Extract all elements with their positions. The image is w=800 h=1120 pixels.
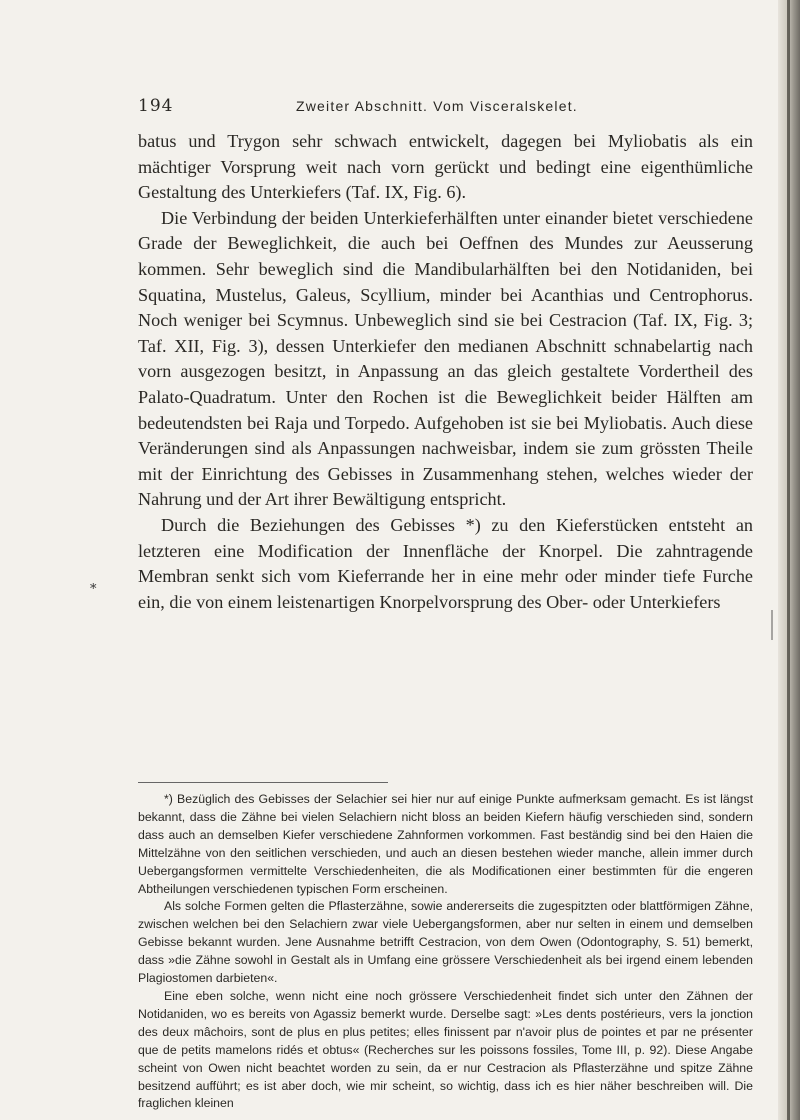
main-text — [138, 129, 753, 615]
page-number: 194 — [138, 96, 174, 116]
binding-shadow — [787, 0, 790, 1120]
margin-mark: * — [90, 582, 97, 597]
running-head: Zweiter Abschnitt. Vom Visceralskelet. — [296, 98, 578, 114]
paragraph: Durch die Beziehungen des Gebisses *) zu den Kieferstücken entsteht an letzteren eine Modification der Innenfläche der Knorpel. Die zahntragende Membran senkt sich vom Kieferrande her in eine mehr oder minder tiefe Furche ein, die von einem leistenartigen Knorpelvorsprung des Ober- oder Unterkiefers — [138, 514, 753, 612]
footnote-paragraph: Eine eben solche, wenn nicht eine noch grössere Verschiedenheit findet sich unter den Zähnen der Notidaniden, wo es bereits von Agassiz bemerkt wurde. Derselbe sagt: »Les dents postérieurs, vers la jonction des deux mâchoirs, sont de plus en plus petites; elles finissent par n'avoir plus de pointes et par ne présenter que de petits mamelons ridés et obtus« (Recherches sur les poissons fossiles, Tome III, p. 92). Diese Angabe scheint von Owen nicht beachtet worden zu sein, da er nur Cestracion als Pflasterzähne und spitze Zähne besitzend aufführt; es ist aber doch, wie mir scheint, so wichtig, dass ich es hier näher beschreiben will. Die fraglichen kleinen — [138, 988, 753, 1111]
footnotes — [138, 791, 753, 1113]
paragraph: Die Verbindung der beiden Unterkieferhälften unter einander bietet verschiedene Grade der Beweglichkeit, die auch bei Oeffnen des Mundes zur Aeusserung kommen. Sehr beweglich sind die Mandibularhälften bei den Notidaniden, bei Squatina, Mustelus, Galeus, Scyllium, minder bei Acanthias und Centrophorus. Noch weniger bei Scymnus. Unbeweglich sind sie bei Cestracion (Taf. IX, Fig. 3; Taf. XII, Fig. 3), dessen Unterkiefer den medianen Abschnitt schnabelartig nach vorn ausgezogen besitzt, in Anpassung an das gleich gestaltete Vordertheil des Palato-Quadratum. Unter den Rochen ist die Beweglichkeit beider Hälften am bedeutendsten bei Raja und Torpedo. Aufgehoben ist sie bei Myliobatis. Auch diese Veränderungen sind als Anpassungen nachweisbar, indem sie zum grössten Theile mit der Einrichtung des Gebisses in Zusammenhang stehen, welches wieder der Nahrung und der Art ihrer Bewältigung entspricht. — [138, 207, 753, 510]
page-header — [138, 96, 758, 120]
binding-mark — [771, 610, 773, 640]
footnote-paragraph: Als solche Formen gelten die Pflasterzähne, sowie andererseits die zugespitzten oder blattförmigen Zähne, zwischen welchen bei den Selachiern zwar viele Uebergangsformen, aber nur selten in einem und demselben Gebisse bekannt wurden. Jene Ausnahme betrifft Cestracion, von dem Owen (Odontography, S. 51) bemerkt, dass »die Zähne sowohl in Gestalt als in Umfang eine grössere Verschiedenheit als bei irgend einem lebenden Plagiostomen darbieten«. — [138, 899, 753, 986]
footnote-paragraph: *) Bezüglich des Gebisses der Selachier sei hier nur auf einige Punkte aufmerksam gemacht. Es ist längst bekannt, dass die Zähne bei vielen Selachiern nicht bloss an beiden Kiefern häufig verschieden sind, sondern dass auch an demselben Kiefer verschiedene Zahnformen vorkommen. Fast beständig sind bei den Haien die Mittelzähne von den seitlichen verschieden, und auch an diesen bestehen wieder manche, allein immer durch Uebergangsformen vermittelte Verschiedenheiten, die als Modificationen einer bestimmten für die engeren Abtheilungen verschiedenen typischen Form erscheinen. — [138, 792, 753, 896]
paragraph: batus und Trygon sehr schwach entwickelt, dagegen bei Myliobatis als ein mächtiger Vorsprung weit nach vorn gerückt und bedingt eine eigenthümliche Gestaltung des Unterkiefers (Taf. IX, Fig. 6). — [138, 131, 753, 203]
footnote-divider — [138, 782, 388, 783]
